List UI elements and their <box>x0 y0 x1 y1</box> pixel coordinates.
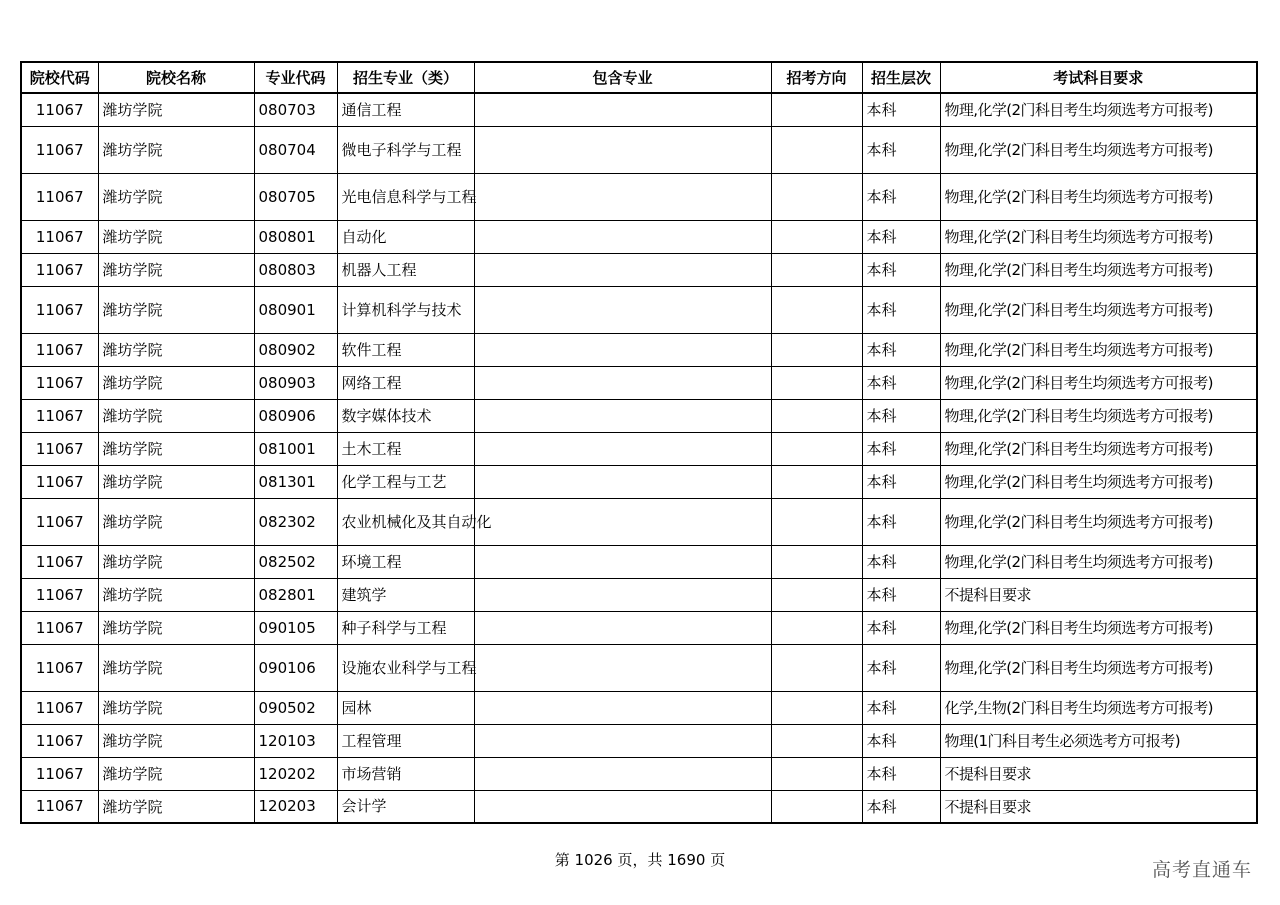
table-row <box>21 757 1257 790</box>
cell-school-name: 潍坊学院 <box>98 545 254 578</box>
cell-major-code: 082502 <box>254 545 337 578</box>
cell-included-majors <box>474 173 771 220</box>
cell-school-code: 11067 <box>21 173 98 220</box>
cell-subject-requirement: 物理,化学(2门科目考生均须选考方可报考) <box>940 366 1257 399</box>
cell-level: 本科 <box>862 611 940 644</box>
cell-major: 数字媒体技术 <box>337 399 474 432</box>
cell-major: 软件工程 <box>337 333 474 366</box>
cell-school-name: 潍坊学院 <box>98 757 254 790</box>
cell-subject-requirement: 物理,化学(2门科目考生均须选考方可报考) <box>940 432 1257 465</box>
cell-subject-requirement: 化学,生物(2门科目考生均须选考方可报考) <box>940 691 1257 724</box>
cell-direction <box>771 286 862 333</box>
cell-level: 本科 <box>862 366 940 399</box>
admission-table <box>20 61 1258 824</box>
cell-direction <box>771 691 862 724</box>
cell-school-code: 11067 <box>21 691 98 724</box>
cell-major: 网络工程 <box>337 366 474 399</box>
cell-subject-requirement: 物理,化学(2门科目考生均须选考方可报考) <box>940 498 1257 545</box>
table-row <box>21 790 1257 823</box>
table-row <box>21 545 1257 578</box>
cell-major-code: 080803 <box>254 253 337 286</box>
cell-direction <box>771 498 862 545</box>
cell-school-code: 11067 <box>21 432 98 465</box>
cell-school-name: 潍坊学院 <box>98 220 254 253</box>
cell-school-code: 11067 <box>21 790 98 823</box>
cell-school-name: 潍坊学院 <box>98 93 254 126</box>
header-included-majors: 包含专业 <box>474 62 771 93</box>
cell-subject-requirement: 物理,化学(2门科目考生均须选考方可报考) <box>940 93 1257 126</box>
cell-level: 本科 <box>862 578 940 611</box>
cell-major-code: 080901 <box>254 286 337 333</box>
cell-subject-requirement: 不提科目要求 <box>940 578 1257 611</box>
header-subject-requirement: 考试科目要求 <box>940 62 1257 93</box>
cell-included-majors <box>474 724 771 757</box>
cell-direction <box>771 578 862 611</box>
cell-school-name: 潍坊学院 <box>98 611 254 644</box>
cell-subject-requirement: 物理,化学(2门科目考生均须选考方可报考) <box>940 545 1257 578</box>
cell-school-name: 潍坊学院 <box>98 578 254 611</box>
cell-level: 本科 <box>862 432 940 465</box>
cell-direction <box>771 724 862 757</box>
cell-major-code: 082801 <box>254 578 337 611</box>
header-major-code: 专业代码 <box>254 62 337 93</box>
table-header-row <box>21 62 1257 93</box>
cell-direction <box>771 366 862 399</box>
cell-school-name: 潍坊学院 <box>98 498 254 545</box>
table-row <box>21 611 1257 644</box>
cell-major-code: 090105 <box>254 611 337 644</box>
cell-major-code: 080703 <box>254 93 337 126</box>
cell-school-code: 11067 <box>21 93 98 126</box>
cell-level: 本科 <box>862 173 940 220</box>
cell-school-name: 潍坊学院 <box>98 644 254 691</box>
cell-included-majors <box>474 757 771 790</box>
cell-major: 通信工程 <box>337 93 474 126</box>
cell-included-majors <box>474 333 771 366</box>
cell-major: 设施农业科学与工程 <box>337 644 474 691</box>
header-level: 招生层次 <box>862 62 940 93</box>
cell-major: 会计学 <box>337 790 474 823</box>
header-school-name: 院校名称 <box>98 62 254 93</box>
cell-level: 本科 <box>862 691 940 724</box>
table-row <box>21 253 1257 286</box>
cell-subject-requirement: 物理,化学(2门科目考生均须选考方可报考) <box>940 399 1257 432</box>
cell-major: 光电信息科学与工程 <box>337 173 474 220</box>
cell-direction <box>771 757 862 790</box>
cell-level: 本科 <box>862 724 940 757</box>
table-row <box>21 366 1257 399</box>
cell-school-name: 潍坊学院 <box>98 790 254 823</box>
cell-school-code: 11067 <box>21 366 98 399</box>
cell-school-code: 11067 <box>21 644 98 691</box>
cell-included-majors <box>474 366 771 399</box>
cell-major: 环境工程 <box>337 545 474 578</box>
table-row <box>21 220 1257 253</box>
table-row <box>21 498 1257 545</box>
cell-school-name: 潍坊学院 <box>98 253 254 286</box>
cell-school-code: 11067 <box>21 498 98 545</box>
cell-included-majors <box>474 644 771 691</box>
cell-level: 本科 <box>862 253 940 286</box>
page-number: 第 1026 页，共 1690 页 <box>554 851 726 869</box>
cell-level: 本科 <box>862 286 940 333</box>
cell-school-code: 11067 <box>21 578 98 611</box>
cell-level: 本科 <box>862 545 940 578</box>
cell-major-code: 081301 <box>254 465 337 498</box>
cell-major-code: 080903 <box>254 366 337 399</box>
cell-level: 本科 <box>862 126 940 173</box>
cell-major: 自动化 <box>337 220 474 253</box>
cell-major: 建筑学 <box>337 578 474 611</box>
cell-included-majors <box>474 465 771 498</box>
cell-included-majors <box>474 545 771 578</box>
cell-subject-requirement: 物理(1门科目考生必须选考方可报考) <box>940 724 1257 757</box>
cell-school-name: 潍坊学院 <box>98 126 254 173</box>
cell-subject-requirement: 物理,化学(2门科目考生均须选考方可报考) <box>940 173 1257 220</box>
cell-school-code: 11067 <box>21 333 98 366</box>
cell-direction <box>771 399 862 432</box>
cell-major: 化学工程与工艺 <box>337 465 474 498</box>
cell-major: 市场营销 <box>337 757 474 790</box>
cell-direction <box>771 545 862 578</box>
cell-major: 园林 <box>337 691 474 724</box>
cell-school-name: 潍坊学院 <box>98 465 254 498</box>
cell-subject-requirement: 物理,化学(2门科目考生均须选考方可报考) <box>940 644 1257 691</box>
table-row <box>21 465 1257 498</box>
cell-major-code: 082302 <box>254 498 337 545</box>
cell-level: 本科 <box>862 465 940 498</box>
cell-major: 计算机科学与技术 <box>337 286 474 333</box>
cell-included-majors <box>474 93 771 126</box>
table-row <box>21 173 1257 220</box>
cell-direction <box>771 126 862 173</box>
cell-direction <box>771 790 862 823</box>
cell-major-code: 081001 <box>254 432 337 465</box>
cell-direction <box>771 333 862 366</box>
cell-subject-requirement: 物理,化学(2门科目考生均须选考方可报考) <box>940 253 1257 286</box>
cell-major-code: 120103 <box>254 724 337 757</box>
cell-included-majors <box>474 611 771 644</box>
cell-major: 工程管理 <box>337 724 474 757</box>
cell-school-name: 潍坊学院 <box>98 173 254 220</box>
cell-direction <box>771 253 862 286</box>
cell-major-code: 080902 <box>254 333 337 366</box>
cell-major: 农业机械化及其自动化 <box>337 498 474 545</box>
watermark-text: 高考直通车 <box>1151 859 1252 881</box>
cell-major: 机器人工程 <box>337 253 474 286</box>
cell-level: 本科 <box>862 333 940 366</box>
cell-included-majors <box>474 578 771 611</box>
cell-school-code: 11067 <box>21 611 98 644</box>
cell-subject-requirement: 不提科目要求 <box>940 790 1257 823</box>
table-row <box>21 691 1257 724</box>
cell-included-majors <box>474 432 771 465</box>
cell-school-code: 11067 <box>21 220 98 253</box>
cell-direction <box>771 173 862 220</box>
cell-major-code: 120202 <box>254 757 337 790</box>
cell-school-code: 11067 <box>21 724 98 757</box>
table-row <box>21 724 1257 757</box>
cell-school-name: 潍坊学院 <box>98 432 254 465</box>
cell-direction <box>771 644 862 691</box>
cell-major-code: 090106 <box>254 644 337 691</box>
cell-subject-requirement: 物理,化学(2门科目考生均须选考方可报考) <box>940 126 1257 173</box>
cell-major: 微电子科学与工程 <box>337 126 474 173</box>
cell-school-code: 11067 <box>21 126 98 173</box>
cell-major-code: 080705 <box>254 173 337 220</box>
cell-subject-requirement: 物理,化学(2门科目考生均须选考方可报考) <box>940 611 1257 644</box>
cell-major: 土木工程 <box>337 432 474 465</box>
cell-level: 本科 <box>862 220 940 253</box>
cell-school-name: 潍坊学院 <box>98 366 254 399</box>
cell-level: 本科 <box>862 644 940 691</box>
cell-included-majors <box>474 399 771 432</box>
header-school-code: 院校代码 <box>21 62 98 93</box>
cell-school-name: 潍坊学院 <box>98 399 254 432</box>
cell-school-code: 11067 <box>21 253 98 286</box>
table-body <box>21 93 1257 823</box>
cell-included-majors <box>474 691 771 724</box>
cell-school-name: 潍坊学院 <box>98 691 254 724</box>
cell-included-majors <box>474 220 771 253</box>
table-row <box>21 578 1257 611</box>
cell-major-code: 120203 <box>254 790 337 823</box>
table-row <box>21 399 1257 432</box>
cell-subject-requirement: 物理,化学(2门科目考生均须选考方可报考) <box>940 333 1257 366</box>
cell-school-name: 潍坊学院 <box>98 286 254 333</box>
cell-level: 本科 <box>862 790 940 823</box>
table-row <box>21 126 1257 173</box>
header-direction: 招考方向 <box>771 62 862 93</box>
table-row <box>21 93 1257 126</box>
cell-direction <box>771 220 862 253</box>
table-row <box>21 432 1257 465</box>
cell-level: 本科 <box>862 399 940 432</box>
cell-direction <box>771 432 862 465</box>
table-row <box>21 333 1257 366</box>
cell-included-majors <box>474 126 771 173</box>
cell-major-code: 080906 <box>254 399 337 432</box>
cell-included-majors <box>474 498 771 545</box>
header-major: 招生专业（类） <box>337 62 474 93</box>
cell-school-code: 11067 <box>21 757 98 790</box>
cell-direction <box>771 465 862 498</box>
cell-subject-requirement: 物理,化学(2门科目考生均须选考方可报考) <box>940 220 1257 253</box>
cell-major-code: 080801 <box>254 220 337 253</box>
table-row <box>21 286 1257 333</box>
cell-subject-requirement: 物理,化学(2门科目考生均须选考方可报考) <box>940 465 1257 498</box>
cell-school-code: 11067 <box>21 399 98 432</box>
cell-school-code: 11067 <box>21 286 98 333</box>
cell-school-name: 潍坊学院 <box>98 333 254 366</box>
cell-included-majors <box>474 253 771 286</box>
cell-major-code: 090502 <box>254 691 337 724</box>
table-row <box>21 644 1257 691</box>
cell-level: 本科 <box>862 757 940 790</box>
cell-direction <box>771 93 862 126</box>
cell-included-majors <box>474 790 771 823</box>
cell-direction <box>771 611 862 644</box>
cell-subject-requirement: 物理,化学(2门科目考生均须选考方可报考) <box>940 286 1257 333</box>
cell-major: 种子科学与工程 <box>337 611 474 644</box>
cell-level: 本科 <box>862 93 940 126</box>
cell-subject-requirement: 不提科目要求 <box>940 757 1257 790</box>
cell-school-code: 11067 <box>21 465 98 498</box>
cell-major-code: 080704 <box>254 126 337 173</box>
cell-school-name: 潍坊学院 <box>98 724 254 757</box>
cell-included-majors <box>474 286 771 333</box>
cell-level: 本科 <box>862 498 940 545</box>
cell-school-code: 11067 <box>21 545 98 578</box>
